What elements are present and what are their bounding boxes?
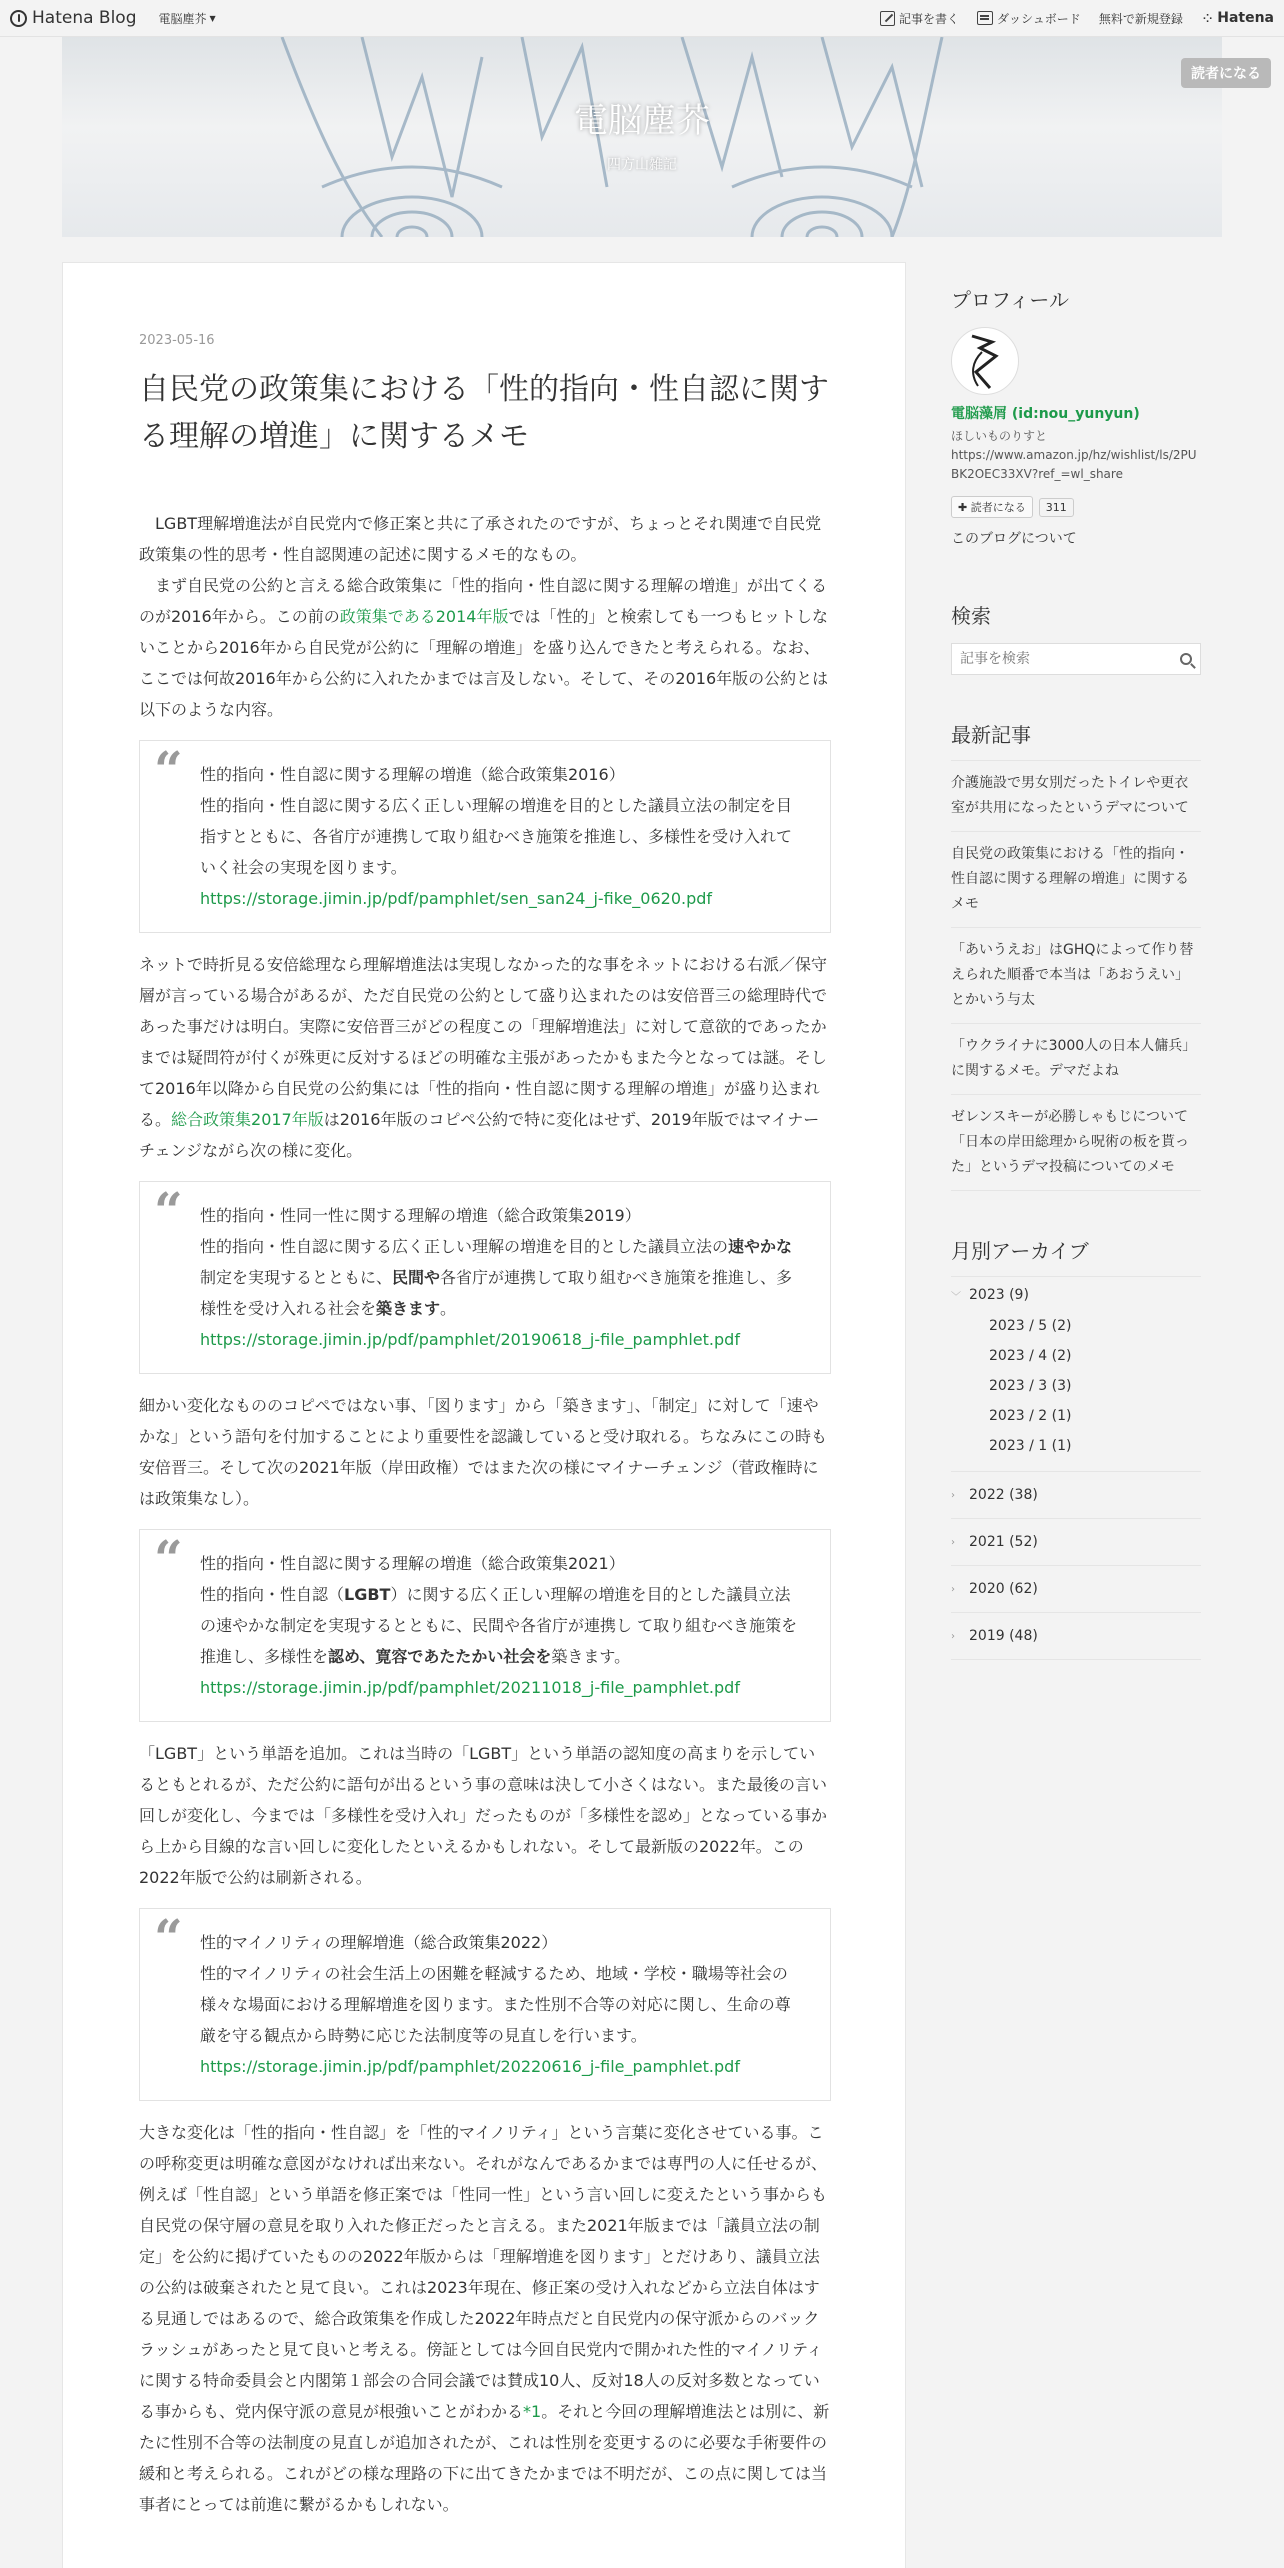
quote-2019-body bbox=[200, 1231, 800, 1324]
search-title: 検索 bbox=[951, 604, 991, 628]
entry-body bbox=[139, 508, 831, 2520]
search-icon[interactable] bbox=[1180, 653, 1192, 665]
recent-entry-link[interactable]: 「ウクライナに3000人の日本人傭兵」に関するメモ。デマだよね bbox=[951, 1024, 1201, 1095]
archive-year-2022[interactable] bbox=[951, 1472, 1201, 1519]
paragraph-2 bbox=[139, 570, 831, 725]
quote-2021-text-1: 性的指向・性自認（ bbox=[200, 1585, 345, 1604]
entry-date[interactable]: 2023-05-16 bbox=[139, 333, 215, 348]
search-module bbox=[951, 600, 1201, 675]
hatena-label: Hatena bbox=[1217, 10, 1274, 26]
profile-name-link[interactable]: 電脳藻屑 (id:nou_yunyun) bbox=[951, 406, 1140, 422]
quote-2022-link[interactable]: https://storage.jimin.jp/pdf/pamphlet/20220616_j-file_pamphlet.pdf bbox=[200, 2057, 740, 2076]
blog-header-image bbox=[62, 37, 1222, 237]
archive-year-label: 2020 (62) bbox=[969, 1581, 1038, 1597]
profile-description bbox=[951, 427, 1201, 484]
quote-2016-body: 性的指向・性自認に関する広く正しい理解の増進を目的とした議員立法の制定を目指すとともに、各省庁が連携して取り組むべき施策を推進し、多様性を受け入れていく社会の実現を図ります。 bbox=[200, 796, 793, 877]
avatar-drawing bbox=[952, 328, 1019, 395]
quote-2021-body bbox=[200, 1579, 800, 1672]
quote-2019-text-1: 性的指向・性自認に関する広く正しい理解の増進を目的とした議員立法の bbox=[200, 1237, 729, 1256]
archive-year-toggle[interactable] bbox=[951, 1534, 1201, 1550]
paragraph-6-text-b: 。それと今回の理解増進法とは別に、新たに性別不合等の法制度の見直しが追加されたが、これは性別を変更するのに必要な手術要件の緩和と考えられる。これがどの様な理路の下に出てきたかまでは不明だが、この点に関しては当事者にとっては前進に繋がるかもしれない。 bbox=[139, 2402, 830, 2514]
entry-article bbox=[62, 262, 906, 2568]
brand-label: Hatena Blog bbox=[32, 8, 137, 28]
quote-2022 bbox=[139, 1908, 831, 2101]
paragraph-4: 細かい変化なもののコピペではない事、「図ります」から「築きます」、「制定」に対して「速やかな」という語句を付加することにより重要性を認識していると受け取れる。ちなみにこの時も安倍晋三。そして次の2021年版（岸田政権）ではまた次の様にマイナーチェンジ（菅政権時には政策集なし）。 bbox=[139, 1396, 828, 1508]
follow-button[interactable]: ✚ 読者になる bbox=[951, 496, 1033, 518]
caret-down-icon: ▼ bbox=[209, 13, 216, 23]
recent-entry-link[interactable]: 自民党の政策集における「性的指向・性自認に関する理解の増進」に関するメモ bbox=[951, 832, 1201, 928]
chevron-down-icon: ﹀ bbox=[951, 1291, 961, 1303]
blog-description: 四方山雑記 bbox=[607, 157, 677, 173]
archive-year-toggle[interactable] bbox=[951, 1628, 1201, 1644]
archive-year-toggle[interactable] bbox=[951, 1581, 1201, 1597]
quote-icon: “ bbox=[154, 1181, 183, 1240]
header-actions bbox=[880, 9, 1274, 28]
quote-2016-title: 性的指向・性自認に関する理解の増進（総合政策集2016） bbox=[200, 765, 625, 784]
quote-2019-bold-3: 築きます bbox=[376, 1299, 441, 1318]
chevron-right-icon: › bbox=[951, 1630, 955, 1642]
quote-2021-text-2: ）に関する広く正しい理解の増進を目的とした議員立法の速やかな制定を実現するとともに、民間や各省庁が連携し て取り組むべき施策を推進し、多様性を bbox=[200, 1585, 798, 1666]
paragraph-2-text-b: では「性的」と検索しても一つもヒットしないことから2016年から自民党が公約に「理解の増進」を盛り込んできたと考えられる。なお、ここでは何故2016年から公約に入れたかまでは言及しない。そして、その2016年版の公約とは以下のような内容。 bbox=[139, 607, 829, 719]
paragraph-6 bbox=[139, 2117, 831, 2520]
paragraph-2-text-a: まず自民党の公約と言える総合政策集に「性的指向・性自認に関する理解の増進」が出てくるのが2016年から。この前の bbox=[139, 576, 828, 626]
pen-icon bbox=[880, 11, 895, 26]
search-box bbox=[951, 643, 1201, 675]
quote-2019-text-2: 制定を実現するとともに、 bbox=[200, 1268, 393, 1287]
dashboard-label: ダッシュボード bbox=[997, 11, 1081, 26]
profile-wishlist-url: https://www.amazon.jp/hz/wishlist/ls/2PUBK2OEC33XV?ref_=wl_share bbox=[951, 448, 1197, 481]
subscribe-button[interactable]: 読者になる bbox=[1181, 58, 1271, 88]
quote-2019 bbox=[139, 1181, 831, 1374]
archive-year-toggle[interactable] bbox=[951, 1487, 1201, 1503]
write-entry-link[interactable] bbox=[880, 10, 959, 27]
quote-icon: “ bbox=[154, 1908, 183, 1967]
recent-entry-link[interactable]: 「あいうえお」はGHQによって作り替えられた順番で本当は「あおうえい」とかいう与太 bbox=[951, 928, 1201, 1024]
archive-title: 月別アーカイブ bbox=[951, 1239, 1089, 1263]
chevron-right-icon: › bbox=[951, 1583, 955, 1595]
recent-entries-list bbox=[951, 760, 1201, 1191]
archive-list bbox=[951, 1276, 1201, 1660]
quote-2019-bold-2: 民間や bbox=[392, 1268, 441, 1287]
hatena-blog-icon bbox=[10, 10, 27, 27]
register-link[interactable] bbox=[1099, 10, 1183, 27]
profile-avatar[interactable] bbox=[951, 327, 1019, 395]
recent-entry-link[interactable]: ゼレンスキーが必勝しゃもじについて「日本の岸田総理から呪術の板を貰った」というデマ投稿についてのメモ bbox=[951, 1095, 1201, 1191]
archive-month-link[interactable]: 2023 / 2 (1) bbox=[989, 1408, 1072, 1424]
entry-title[interactable]: 自民党の政策集における「性的指向・性自認に関する理解の増進」に関するメモ bbox=[139, 372, 829, 454]
policy-2014-link[interactable]: 政策集である2014年版 bbox=[339, 607, 509, 626]
write-entry-label: 記事を書く bbox=[899, 11, 960, 26]
search-input[interactable] bbox=[960, 651, 1180, 667]
quote-2022-body: 性的マイノリティの社会生活上の困難を軽減するため、地域・学校・職場等社会の様々な場面における理解増進を図ります。また性別不合等の対応に関し、生命の尊厳を守る観点から時勢に応じた法制度等の見直しを行います。 bbox=[200, 1964, 791, 2045]
register-label: 無料で新規登録 bbox=[1098, 11, 1183, 26]
quote-2021-text-3: 築きます。 bbox=[551, 1647, 631, 1666]
quote-2021-bold-1: LGBT bbox=[344, 1585, 391, 1604]
paragraph-3 bbox=[139, 949, 831, 1166]
archive-year-label: 2021 (52) bbox=[969, 1534, 1038, 1550]
archive-year-2023 bbox=[951, 1277, 1201, 1472]
archive-year-toggle[interactable] bbox=[951, 1287, 1201, 1303]
archive-year-2019[interactable] bbox=[951, 1613, 1201, 1660]
archive-year-2020[interactable] bbox=[951, 1566, 1201, 1613]
quote-2019-link[interactable]: https://storage.jimin.jp/pdf/pamphlet/20190618_j-file_pamphlet.pdf bbox=[200, 1330, 740, 1349]
chevron-right-icon: › bbox=[951, 1536, 955, 1548]
chevron-right-icon: › bbox=[951, 1489, 955, 1501]
footnote-1-link[interactable]: *1 bbox=[523, 2402, 542, 2421]
policy-2017-link[interactable]: 総合政策集2017年版 bbox=[171, 1110, 324, 1129]
paragraph-6-text-a: 大きな変化は「性的指向・性自認」を「性的マイノリティ」という言葉に変化させている事。この呼称変更は明確な意図がなければ出来ない。それがなんであるかまでは専門の人に任せるが、例えば「性自認」という単語を修正案では「性同一性」という言い回しに変えたという事からも自民党の保守層の意見を取り入れた修正だったと言える。また2021年版までは「議員立法の制定」を公約に掲げていたものの2022年版からは「理解増進を図ります」とだけあり、議員立法の公約は破棄されたと見て良い。これは2023年現在、修正案の受け入れなどから立法自体はする見通しではあるので、総合政策集を作成した2022年時点だと自民党内の保守派からのバックラッシュがあったと見て良いと考える。傍証としては今回自民党内で開かれた性的マイノリティに関する特命委員会と内閣第１部会の合同会議では賛成10人、反対18人の反対多数となっている事からも、党内保守派の意見が根強いことがわかる bbox=[139, 2123, 828, 2421]
archive-year-label: 2022 (38) bbox=[969, 1487, 1038, 1503]
quote-2019-title: 性的指向・性同一性に関する理解の増進（総合政策集2019） bbox=[200, 1206, 641, 1225]
about-blog-link[interactable]: このブログについて bbox=[951, 531, 1077, 547]
follower-count[interactable]: 311 bbox=[1039, 498, 1074, 517]
blog-menu-label: 電脳塵芥 bbox=[158, 11, 207, 26]
archive-year-label: 2023 (9) bbox=[969, 1287, 1029, 1303]
global-header bbox=[0, 0, 1284, 37]
entry-inner bbox=[139, 333, 831, 2520]
quote-2022-title: 性的マイノリティの理解増進（総合政策集2022） bbox=[200, 1933, 558, 1952]
archive-year-2021[interactable] bbox=[951, 1519, 1201, 1566]
paragraph-3-text-a: ネットで時折見る安倍総理なら理解増進法は実現しなかった的な事をネットにおける右派／保守層が言っている場合があるが、ただ自民党の公約として盛り込まれたのは安倍晋三の総理時代であった事だけは明白。実際に安倍晋三がどの程度この「理解増進法」に対して意欲的であったかまでは疑問符が付くが殊更に反対するほどの明確な主張があったかもまた今となっては謎。そして2016年以降から自民党の公約集には「性的指向・性自認に関する理解の増進」が盛り込まれる。 bbox=[139, 955, 828, 1129]
paragraph-1: LGBT理解増進法が自民党内で修正案と共に了承されたのですが、ちょっとそれ関連で自民党政策集の性的思考・性自認関連の記述に関するメモ的なもの。 bbox=[139, 514, 822, 564]
quote-2016 bbox=[139, 740, 831, 933]
follow-button-label: 読者になる bbox=[970, 501, 1026, 514]
dashboard-link[interactable] bbox=[977, 10, 1081, 27]
quote-icon: “ bbox=[154, 1529, 183, 1588]
quote-2019-text-3: 各省庁が連携して取り組むべき施策を推進し、多様性を受け入れる社会を bbox=[200, 1268, 793, 1318]
hatena-blog-logo[interactable] bbox=[10, 8, 137, 28]
quote-2021-title: 性的指向・性自認に関する理解の増進（総合政策集2021） bbox=[200, 1554, 625, 1573]
recent-entry-link[interactable]: 介護施設で男女別だったトイレや更衣室が共用になったというデマについて bbox=[951, 761, 1201, 832]
paragraph-3-text-b: は2016年版のコピペ公約で特に変化はせず、2019年版ではマイナーチェンジながら次の様に変化。 bbox=[139, 1110, 820, 1160]
quote-2021-link[interactable]: https://storage.jimin.jp/pdf/pamphlet/20211018_j-file_pamphlet.pdf bbox=[200, 1678, 740, 1697]
archive-months bbox=[951, 1311, 1201, 1461]
archive-year-label: 2019 (48) bbox=[969, 1628, 1038, 1644]
quote-2016-link[interactable]: https://storage.jimin.jp/pdf/pamphlet/sen_san24_j-fike_0620.pdf bbox=[200, 889, 713, 908]
archive-month-link[interactable]: 2023 / 1 (1) bbox=[989, 1438, 1072, 1454]
hatena-menu[interactable] bbox=[1201, 9, 1274, 28]
recent-entries-module bbox=[951, 719, 1201, 1191]
quote-icon: “ bbox=[154, 740, 183, 799]
profile-module bbox=[951, 284, 1201, 548]
archive-month-link[interactable]: 2023 / 4 (2) bbox=[989, 1348, 1072, 1364]
archive-month-link[interactable]: 2023 / 5 (2) bbox=[989, 1318, 1072, 1334]
paragraph-5: 「LGBT」という単語を追加。これは当時の「LGBT」という単語の認知度の高まりを示しているともとれるが、ただ公約に語句が出るという事の意味は決して小さくはない。また最後の言い回しが変化し、今までは「多様性を受け入れ」だったものが「多様性を認め」となっている事から上から目線的な言い回しに変化したといえるかもしれない。そして最新版の2022年。この2022年版で公約は刷新される。 bbox=[139, 1744, 828, 1887]
quote-2019-text-4: 。 bbox=[440, 1299, 457, 1318]
archive-month-link[interactable]: 2023 / 3 (3) bbox=[989, 1378, 1072, 1394]
sidebar bbox=[951, 262, 1201, 1660]
recent-entries-title: 最新記事 bbox=[951, 723, 1031, 747]
dashboard-icon bbox=[977, 11, 993, 25]
quote-2021 bbox=[139, 1529, 831, 1722]
blog-title[interactable]: 電脳塵芥 bbox=[574, 101, 710, 141]
blog-menu-dropdown[interactable] bbox=[159, 10, 216, 27]
archive-module bbox=[951, 1235, 1201, 1660]
quote-2019-bold-1: 速やかな bbox=[728, 1237, 793, 1256]
quote-2021-bold-2: 認め、寛容であたたかい社会を bbox=[328, 1647, 552, 1666]
hatena-dots-icon: ⁘ bbox=[1200, 8, 1215, 28]
follow-row bbox=[951, 496, 1201, 518]
profile-desc-line-1: ほしいものりすと bbox=[951, 429, 1048, 443]
profile-title: プロフィール bbox=[951, 288, 1069, 312]
